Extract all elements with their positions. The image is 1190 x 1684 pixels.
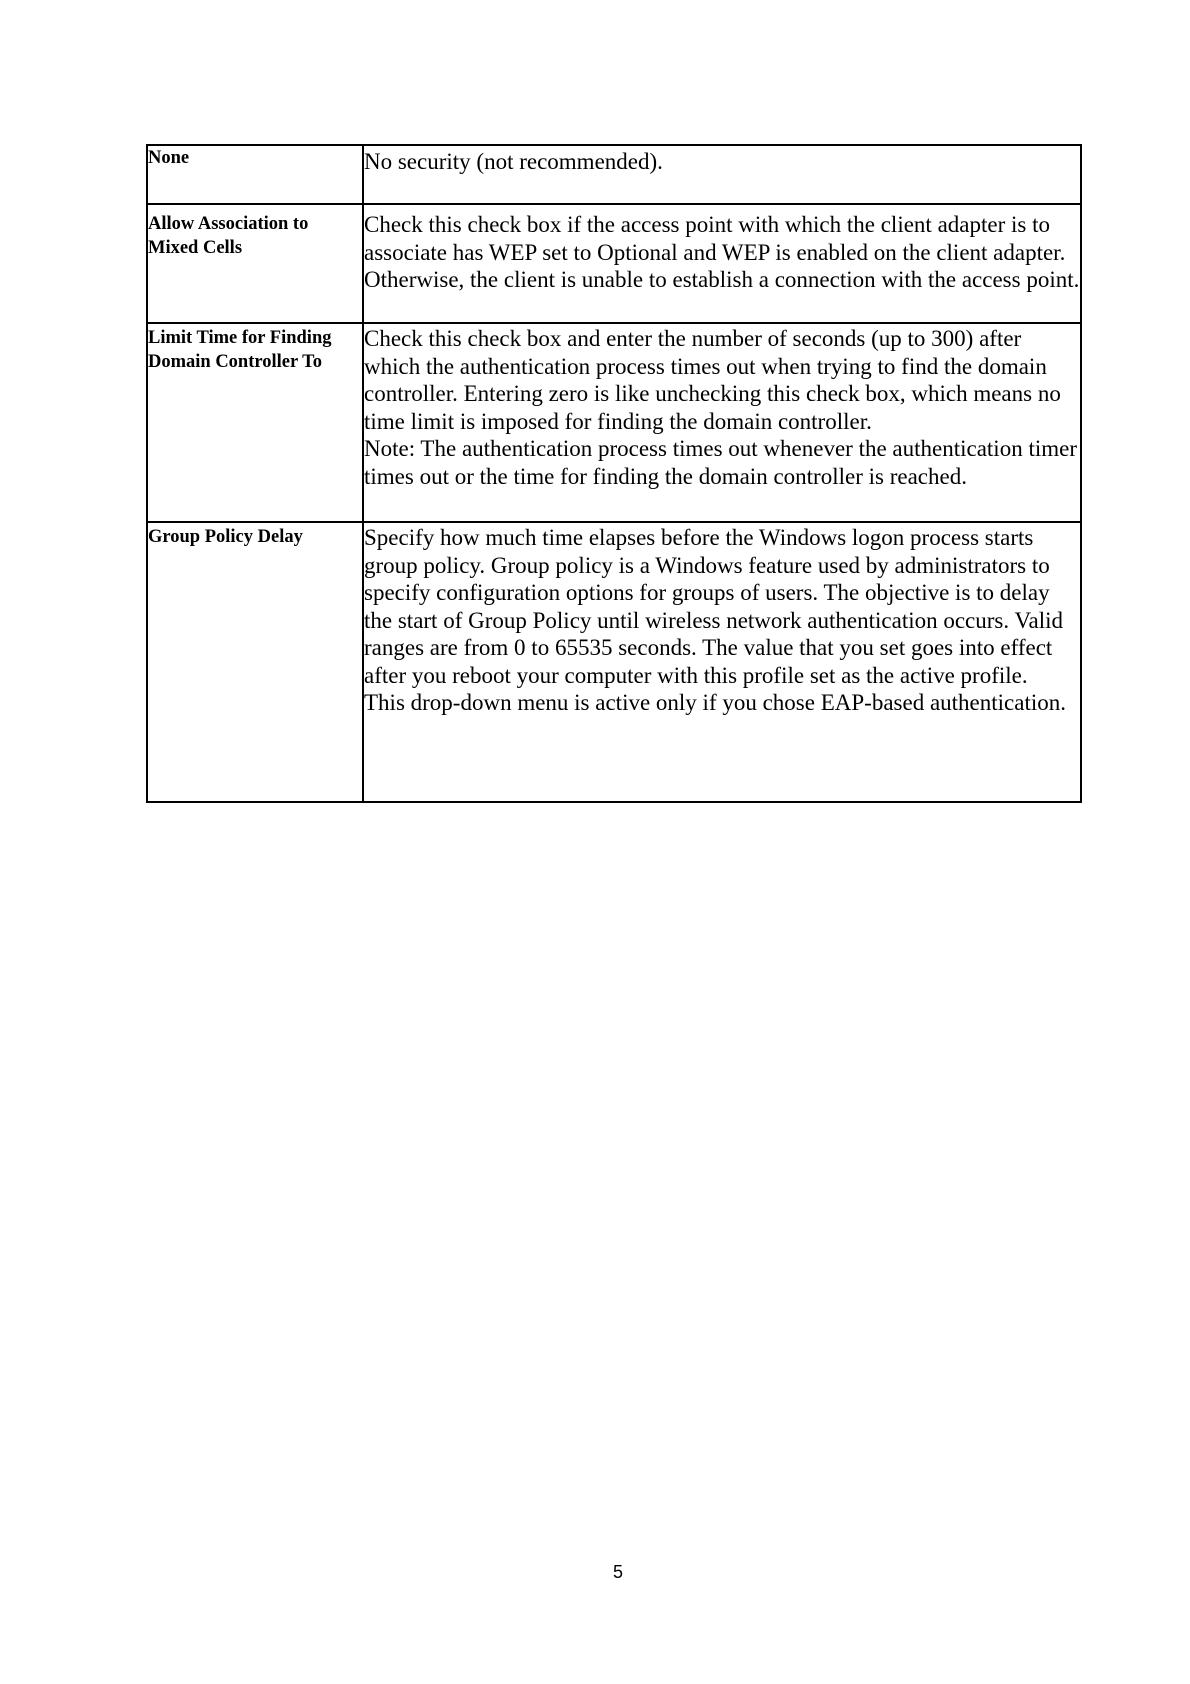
table-row — [147, 522, 1081, 802]
description-note: Note: The authentication process times out whenever the authentication timer times out or the time for finding the domain controller is reached. — [364, 436, 1077, 489]
page-number: 5 — [612, 1562, 623, 1582]
definition-table — [146, 144, 1082, 803]
description-paragraph: Specify how much time elapses before the Windows logon process starts group policy. Group policy is a Windows feature used by administrators to specify configuration options for groups of users. The objective is to delay the start of Group Policy until wireless network authentication occurs. Valid ranges are from 0 to 65535 seconds. The value that you set goes into effect after you reboot your computer with this profile set as the active profile. — [364, 525, 1064, 688]
term-cell: Group Policy Delay — [147, 522, 363, 802]
description-cell — [363, 323, 1081, 522]
table-row — [147, 145, 1081, 204]
description-paragraph: This drop-down menu is active only if you chose EAP-based authentication. — [364, 690, 1066, 715]
table-row — [147, 323, 1081, 522]
term-cell: Limit Time for Finding Domain Controller To — [147, 323, 363, 522]
description-paragraph: No security (not recommended). — [364, 149, 663, 174]
description-paragraph: Check this check box if the access point with which the client adapter is to associate has WEP set to Optional and WEP is enabled on the client adapter. Otherwise, the client is unable to establish a connection with the access point. — [364, 212, 1080, 292]
description-cell — [363, 145, 1081, 204]
term-cell: Allow Association to Mixed Cells — [147, 204, 363, 323]
table-row — [147, 204, 1081, 323]
description-paragraph: Check this check box and enter the number of seconds (up to 300) after which the authentication process times out when trying to find the domain controller. Entering zero is like unchecking this check box, which means no time limit is imposed for finding the domain controller. — [364, 326, 1061, 434]
term-cell: None — [147, 145, 363, 204]
description-cell — [363, 522, 1081, 802]
description-cell — [363, 204, 1081, 323]
